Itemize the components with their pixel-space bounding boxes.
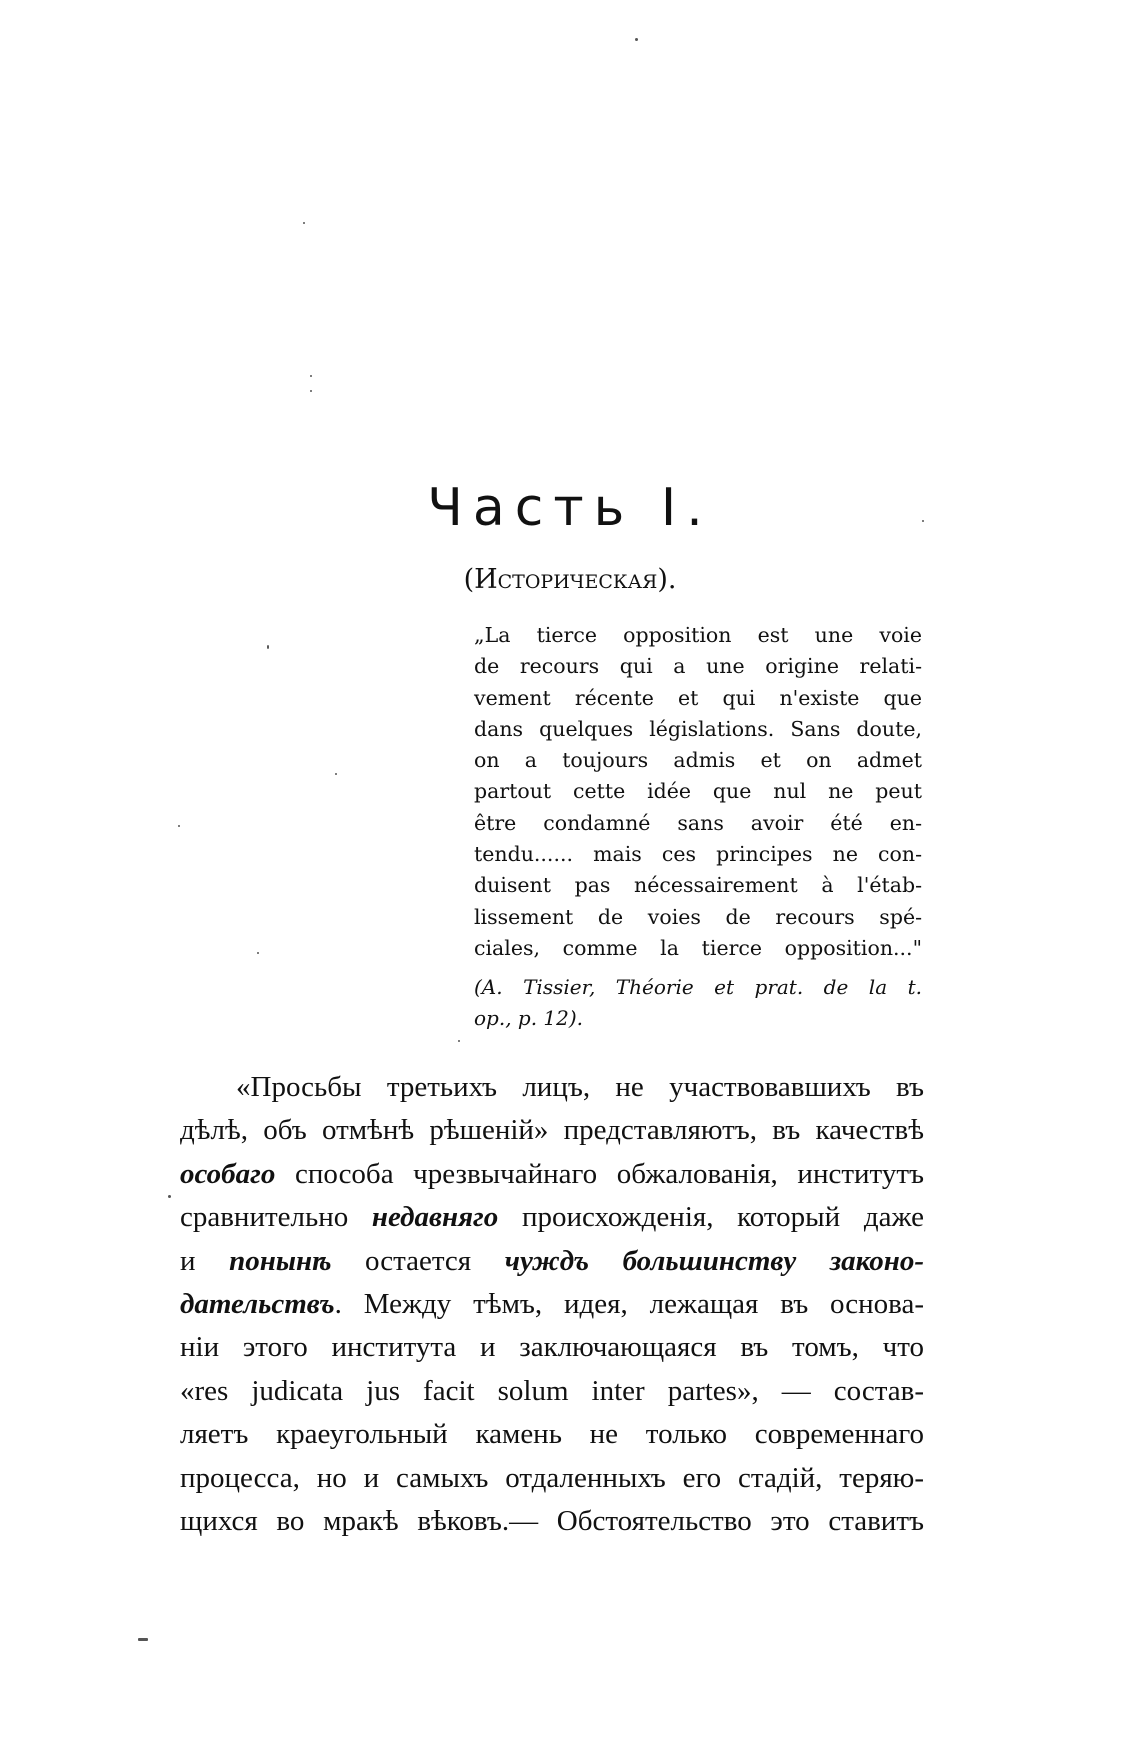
epigraph-line: vement récente et qui n'existe que <box>474 685 922 710</box>
epigraph-line: ciales, comme la tierce opposition..." <box>474 935 922 960</box>
body-text-segment: «Просьбы третьихъ лицъ, не участвовавшихъ въ <box>236 1071 924 1103</box>
body-text-segment: способа чрезвычайнаго обжалованія, институтъ <box>275 1157 924 1190</box>
body-line <box>180 1153 924 1196</box>
body-line <box>180 1283 924 1326</box>
body-text-segment: и <box>180 1244 230 1277</box>
body-line <box>180 1457 924 1500</box>
scan-speck <box>635 38 638 41</box>
epigraph-line: on a toujours admis et on admet <box>474 748 922 773</box>
body-line <box>180 1500 924 1543</box>
epigraph-line: dans quelques législations. Sans doute, <box>474 716 922 741</box>
scan-speck <box>310 390 312 392</box>
body-paragraph <box>180 1066 924 1543</box>
emphasized-text: дательствъ <box>180 1288 335 1321</box>
body-text-segment: ніи этого института и заключающаяся въ томъ, что <box>180 1331 924 1364</box>
body-text-segment: процесса, но и самыхъ отдаленныхъ его стадій, теряю- <box>180 1461 924 1494</box>
epigraph-line: partout cette idée que nul ne peut <box>474 779 922 804</box>
epigraph-line: „La tierce opposition est une voie <box>474 623 922 647</box>
scan-speck <box>310 375 312 377</box>
body-text-segment: происхожденія, который даже <box>498 1201 924 1234</box>
epigraph-line: duisent pas nécessairement à l'étab- <box>474 873 922 898</box>
scan-speck <box>303 222 305 224</box>
epigraph-line: être condamné sans avoir été en- <box>474 810 922 835</box>
body-text-segment: остается <box>331 1244 505 1277</box>
epigraph-source <box>474 972 922 1034</box>
body-text-segment: сравнительно <box>180 1201 372 1234</box>
body-text-segment: ляетъ краеугольный камень не только современнаго <box>180 1418 924 1451</box>
scan-speck <box>168 1195 171 1198</box>
epigraph-line: lissement de voies de recours spé- <box>474 904 922 929</box>
emphasized-text: недавняго <box>371 1201 499 1234</box>
emphasized-text: понынѣ <box>229 1244 332 1277</box>
body-line <box>180 1240 924 1283</box>
body-line <box>180 1413 924 1456</box>
emphasized-text: чуждъ большинству законо- <box>504 1244 924 1277</box>
epigraph-quote <box>474 620 922 964</box>
body-text-segment: . Между тѣмъ, идея, лежащая въ основа- <box>334 1288 924 1321</box>
epigraph-line: de recours qui a une origine relati- <box>474 654 922 679</box>
body-line <box>180 1109 924 1152</box>
body-text-segment: «res judicata jus facit solum inter partes», — состав- <box>180 1374 924 1407</box>
body-text-segment: щихся во мракѣ вѣковъ.— Обстоятельство это ставитъ <box>180 1505 924 1538</box>
scan-speck <box>267 645 269 649</box>
part-title: Часть I. <box>427 478 713 538</box>
scan-speck <box>335 773 337 775</box>
emphasized-text: особаго <box>180 1157 276 1190</box>
scan-speck <box>178 825 180 827</box>
body-line <box>180 1326 924 1369</box>
body-line <box>180 1066 924 1109</box>
epigraph-source-line: (A. Tissier, Théorie et prat. de la t. <box>474 975 922 999</box>
scan-speck <box>458 1040 460 1042</box>
body-line <box>180 1196 924 1239</box>
epigraph-line: tendu...... mais ces principes ne con- <box>474 842 922 867</box>
scan-speck <box>257 952 259 954</box>
part-subtitle: (Историческая). <box>463 564 677 595</box>
body-text-segment: дѣлѣ, объ отмѣнѣ рѣшеній» представляютъ, въ качествѣ <box>180 1114 924 1147</box>
body-line <box>180 1370 924 1413</box>
epigraph-source-line: op., p. 12). <box>474 1006 584 1030</box>
scan-speck <box>138 1638 148 1641</box>
